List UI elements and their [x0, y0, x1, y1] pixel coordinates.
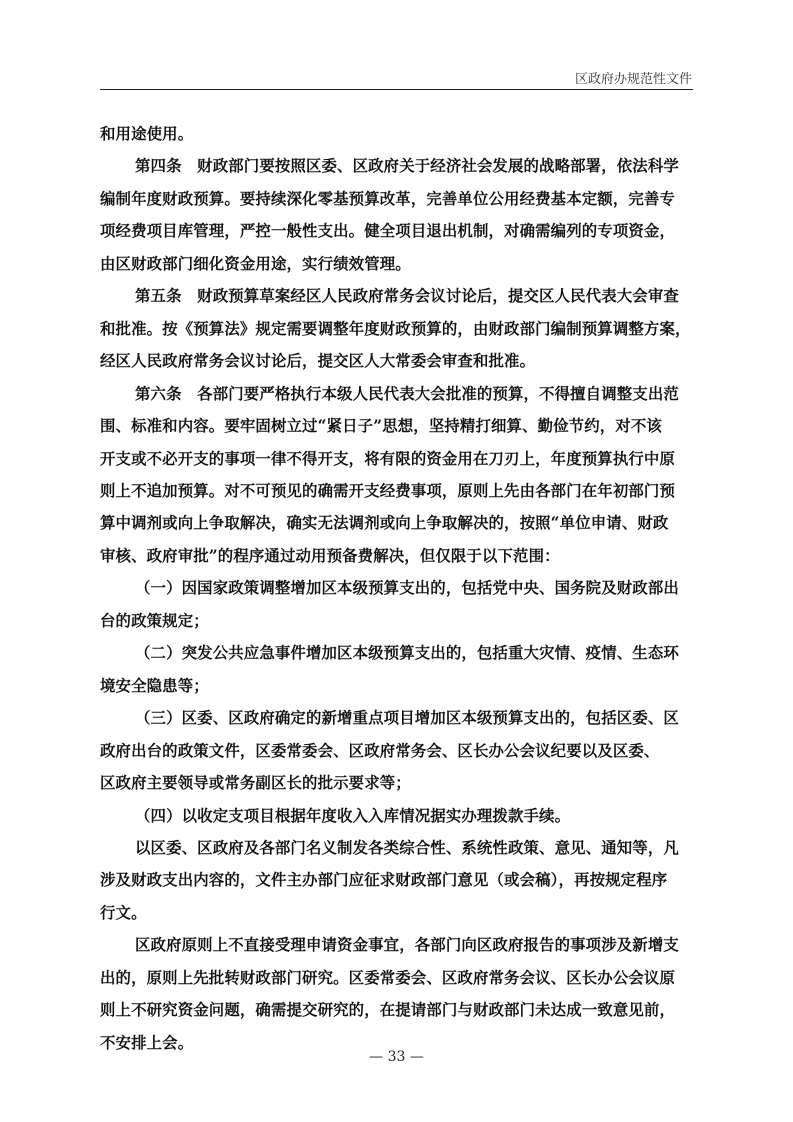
header-divider [100, 89, 693, 90]
paragraph-continuation [100, 118, 693, 150]
text-line: 开支或不必开支的事项一律不得开支，将有限的资金用在刀刃上，年度预算执行中原 [100, 449, 676, 468]
text-line: 不安排上会。 [100, 1033, 194, 1052]
article-5-paragraph [100, 280, 693, 377]
text-line: 则上不追加预算。对不可预见的确需开支经费事项，原则上先由各部门在年初部门预 [100, 481, 676, 500]
text-line: 第六条 各部门要严格执行本级人民代表大会批准的预算，不得擅自调整支出范 [135, 384, 679, 403]
article-6-paragraph [100, 378, 693, 573]
text-line: 区政府原则上不直接受理申请资金事宜，各部门向区政府报告的事项涉及新增支 [135, 936, 679, 955]
text-line: 行文。 [100, 903, 147, 922]
list-item-3 [100, 702, 693, 799]
text-line: 第四条 财政部门要按照区委、区政府关于经济社会发展的战略部署，依法科学 [135, 157, 679, 176]
text-line: 和用途使用。 [100, 125, 194, 143]
text-line: 区政府主要领导或常务副区长的批示要求等； [100, 774, 411, 793]
text-line: （一）因国家政策调整增加区本级预算支出的，包括党中央、国务院及财政部出 [135, 579, 679, 598]
list-item-1 [100, 572, 693, 637]
text-line: （四）以收定支项目根据年度收入入库情况据实办理拨款手续。 [135, 806, 571, 825]
text-line: 以区委、区政府及各部门名义制发各类综合性、系统性政策、意见、通知等，凡 [135, 838, 679, 857]
list-item-2 [100, 637, 693, 702]
text-line: 审核、政府审批”的程序通过动用预备费解决，但仅限于以下范围： [100, 546, 560, 565]
text-line: 第五条 财政预算草案经区人民政府常务会议讨论后，提交区人民代表大会审查 [135, 287, 679, 306]
document-body [100, 118, 693, 1059]
text-line: 编制年度财政预算。要持续深化零基预算改革，完善单位公用经费基本定额，完善专 [100, 189, 676, 208]
text-line: 境安全隐患等； [100, 676, 209, 695]
text-line: 经区人民政府常务会议讨论后，提交区人大常委会审查和批准。 [100, 352, 536, 371]
text-line: 和批准。按《预算法》规定需要调整年度财政预算的，由财政部门编制预算调整方案， [100, 319, 691, 338]
article-4-paragraph [100, 150, 693, 280]
text-line: 出的，原则上先批转财政部门研究。区委常委会、区政府常务会议、区长办公会议原 [100, 968, 676, 987]
list-item-4 [100, 800, 693, 832]
text-line: 台的政策规定； [100, 611, 209, 630]
text-line: 围、标准和内容。要牢固树立过“紧日子”思想，坚持精打细算、勤俭节约，对不该 [100, 417, 662, 436]
page-number: — 33 — [369, 1049, 424, 1065]
document-type-header: 区政府办规范性文件 [574, 72, 692, 87]
text-line: 由区财政部门细化资金用途，实行绩效管理。 [100, 254, 411, 273]
text-line: 算中调剂或向上争取解决，确实无法调剂或向上争取解决的，按照“单位申请、财政 [100, 514, 669, 533]
text-line: 政府出台的政策文件，区委常委会、区政府常务会、区长办公会议纪要以及区委、 [100, 741, 660, 760]
text-line: 涉及财政支出内容的，文件主办部门应征求财政部门意见（或会稿），再按规定程序 [100, 871, 668, 890]
text-line: （三）区委、区政府确定的新增重点项目增加区本级预算支出的，包括区委、区 [135, 709, 679, 728]
text-line: 则上不研究资金问题，确需提交研究的，在提请部门与财政部门未达成一致意见前， [100, 1001, 676, 1020]
text-line: （二）突发公共应急事件增加区本级预算支出的，包括重大灾情、疫情、生态环 [135, 644, 679, 663]
text-line: 项经费项目库管理，严控一般性支出。健全项目退出机制，对确需编列的专项资金， [100, 222, 676, 241]
funding-requests-paragraph [100, 929, 693, 1059]
policy-documents-paragraph [100, 832, 693, 929]
